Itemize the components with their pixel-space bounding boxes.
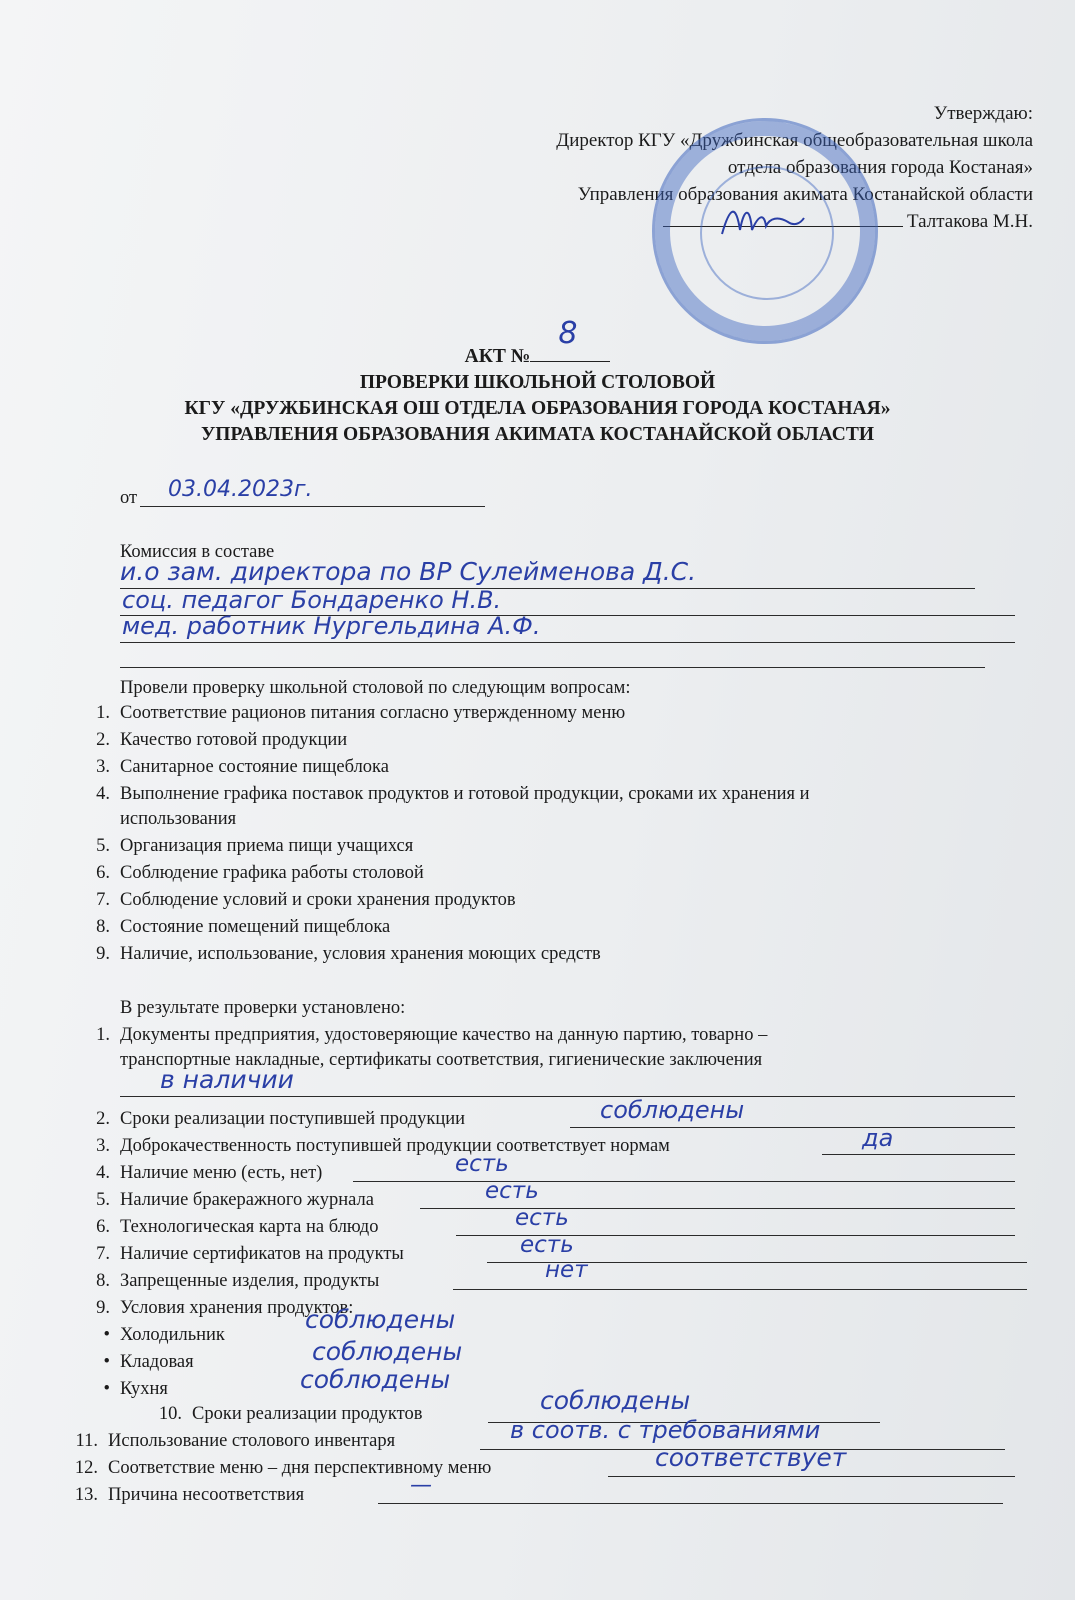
result-item-1 xyxy=(68,1023,767,1047)
date-line xyxy=(140,506,485,507)
check-text: Организация приема пищи учащихся xyxy=(120,836,414,856)
check-number: 7. xyxy=(96,890,110,910)
checks-intro: Провели проверку школьной столовой по следующим вопросам: xyxy=(120,678,631,698)
act-title-line-3: КГУ «ДРУЖБИНСКАЯ ОШ ОТДЕЛА ОБРАЗОВАНИЯ ГОРОДА КОСТАНАЯ» xyxy=(184,398,891,419)
result-answer: есть xyxy=(455,1151,509,1177)
act-title-line-4: УПРАВЛЕНИЯ ОБРАЗОВАНИЯ АКИМАТА КОСТАНАЙСКОЙ ОБЛАСТИ xyxy=(200,424,874,445)
approval-director-line: Директор КГУ «Дружбинская общеобразовательная школа xyxy=(556,130,1033,151)
storage-answer: соблюдены xyxy=(312,1337,463,1366)
check-item xyxy=(68,728,347,752)
result-text: Технологическая карта на блюдо xyxy=(120,1217,379,1237)
result-answer: есть xyxy=(515,1205,569,1231)
check-item xyxy=(68,834,413,858)
result-item xyxy=(56,1483,304,1507)
result-item xyxy=(68,1215,378,1239)
result-number: 1. xyxy=(96,1025,110,1045)
approval-department-line: отдела образования города Костаная» xyxy=(727,157,1033,178)
act-prefix: АКТ № xyxy=(464,346,531,367)
act-number: 8 xyxy=(558,316,578,351)
storage-answer: соблюдены xyxy=(300,1365,451,1394)
act-number-field xyxy=(530,316,610,362)
result-text: Документы предприятия, удостоверяющие качество на данную партию, товарно – xyxy=(120,1025,768,1045)
result-text: Доброкачественность поступившей продукции соответствует нормам xyxy=(120,1136,670,1156)
bullet: • xyxy=(103,1352,110,1372)
commission-line-3 xyxy=(120,642,1015,643)
approval-signer: Талтакова М.Н. xyxy=(907,211,1033,232)
result-answer-line xyxy=(420,1208,1015,1209)
result-number: 6. xyxy=(96,1217,110,1237)
check-number: 9. xyxy=(96,944,110,964)
commission-line-4 xyxy=(120,667,985,668)
date-label: от xyxy=(120,488,138,508)
result-text: Запрещенные изделия, продукты xyxy=(120,1271,380,1291)
result-number: 8. xyxy=(96,1271,110,1291)
date-value: 03.04.2023г. xyxy=(168,477,313,502)
commission-member-3: мед. работник Нургельдина А.Ф. xyxy=(122,612,541,640)
result-answer-line xyxy=(822,1154,1015,1155)
director-signature xyxy=(718,196,808,246)
result-number: 13. xyxy=(74,1485,98,1505)
result-1-answer: в наличии xyxy=(160,1065,294,1094)
result-item-1-continuation: транспортные накладные, сертификаты соответствия, гигиенические заключения xyxy=(120,1050,763,1070)
result-answer-line xyxy=(353,1181,1015,1182)
act-title-line-2: ПРОВЕРКИ ШКОЛЬНОЙ СТОЛОВОЙ xyxy=(359,372,716,393)
check-text: Санитарное состояние пищеблока xyxy=(120,757,389,777)
result-text: Наличие сертификатов на продукты xyxy=(120,1244,404,1264)
result-item xyxy=(68,1242,404,1266)
check-item xyxy=(68,701,625,725)
result-text: Использование столового инвентаря xyxy=(108,1431,396,1451)
check-text: Выполнение графика поставок продуктов и готовой продукции, сроками их хранения и xyxy=(120,784,810,804)
result-answer: да xyxy=(862,1124,894,1152)
result-1-answer-line xyxy=(120,1096,1015,1097)
act-number-line xyxy=(0,316,1075,370)
result-item xyxy=(140,1402,423,1426)
result-answer: — xyxy=(410,1473,432,1498)
check-item xyxy=(68,888,516,912)
result-text: Сроки реализации поступившей продукции xyxy=(120,1109,466,1129)
bullet: • xyxy=(103,1325,110,1345)
result-text: Соответствие меню – дня перспективному меню xyxy=(108,1458,492,1478)
check-number: 4. xyxy=(96,784,110,804)
result-answer-line xyxy=(378,1503,1003,1504)
result-item xyxy=(68,1188,374,1212)
check-number: 8. xyxy=(96,917,110,937)
check-item xyxy=(68,915,390,939)
check-text: Соответствие рационов питания согласно утвержденному меню xyxy=(120,703,626,723)
result-number: 12. xyxy=(74,1458,98,1478)
bullet: • xyxy=(103,1379,110,1399)
result-item xyxy=(56,1429,395,1453)
result-text: Условия хранения продуктов: xyxy=(120,1298,354,1318)
result-number: 10. xyxy=(158,1404,182,1424)
result-text: Причина несоответствия xyxy=(108,1485,305,1505)
check-text: Состояние помещений пищеблока xyxy=(120,917,391,937)
result-number: 11. xyxy=(75,1431,98,1451)
check-text: Соблюдение графика работы столовой xyxy=(120,863,424,883)
results-intro: В результате проверки установлено: xyxy=(120,998,406,1018)
check-item xyxy=(68,755,389,779)
check-number: 1. xyxy=(96,703,110,723)
result-item xyxy=(68,1161,322,1185)
result-item xyxy=(68,1134,670,1158)
result-answer: нет xyxy=(545,1257,588,1283)
storage-label: Кладовая xyxy=(120,1352,194,1372)
result-answer-line xyxy=(608,1476,1015,1477)
result-answer: соблюдены xyxy=(600,1096,745,1124)
commission-member-1: и.о зам. директора по ВР Сулейменова Д.С. xyxy=(120,557,697,586)
act-title xyxy=(0,316,1075,448)
storage-answer: соблюдены xyxy=(305,1305,456,1334)
result-number: 3. xyxy=(96,1136,110,1156)
storage-label: Холодильник xyxy=(120,1325,225,1345)
result-number: 4. xyxy=(96,1163,110,1183)
storage-item xyxy=(68,1350,194,1374)
result-answer: соблюдены xyxy=(540,1386,691,1415)
commission-member-2: соц. педагог Бондаренко Н.В. xyxy=(122,586,502,614)
check-text: Наличие, использование, условия хранения моющих средств xyxy=(120,944,601,964)
check-item xyxy=(68,782,810,806)
check-item xyxy=(68,861,424,885)
result-number: 7. xyxy=(96,1244,110,1264)
storage-item xyxy=(68,1377,168,1401)
check-number: 2. xyxy=(96,730,110,750)
result-answer: есть xyxy=(520,1232,574,1258)
result-answer-line xyxy=(453,1289,1027,1290)
commission-label: Комиссия в составе xyxy=(120,542,275,562)
result-text: Наличие бракеражного журнала xyxy=(120,1190,374,1210)
check-number: 5. xyxy=(96,836,110,856)
result-answer-line xyxy=(570,1127,1015,1128)
check-text: Качество готовой продукции xyxy=(120,730,348,750)
result-text: Наличие меню (есть, нет) xyxy=(120,1163,323,1183)
storage-item xyxy=(68,1323,225,1347)
storage-label: Кухня xyxy=(120,1379,168,1399)
check-number: 6. xyxy=(96,863,110,883)
result-number: 2. xyxy=(96,1109,110,1129)
result-answer: соответствует xyxy=(655,1443,847,1472)
approval-heading: Утверждаю: xyxy=(933,103,1033,124)
check-item xyxy=(68,942,601,966)
approval-administration-line: Управления образования акимата Костанайской области xyxy=(577,184,1033,205)
check-text: Соблюдение условий и сроки хранения продуктов xyxy=(120,890,516,910)
result-item xyxy=(68,1107,465,1131)
result-answer: в соотв. с требованиями xyxy=(510,1416,821,1444)
check-text: использования xyxy=(120,809,237,829)
result-answer: есть xyxy=(485,1178,539,1204)
result-item xyxy=(68,1269,379,1293)
result-number: 9. xyxy=(96,1298,110,1318)
check-item xyxy=(68,807,236,831)
result-number: 5. xyxy=(96,1190,110,1210)
check-number: 3. xyxy=(96,757,110,777)
result-text: Сроки реализации продуктов xyxy=(192,1404,423,1424)
